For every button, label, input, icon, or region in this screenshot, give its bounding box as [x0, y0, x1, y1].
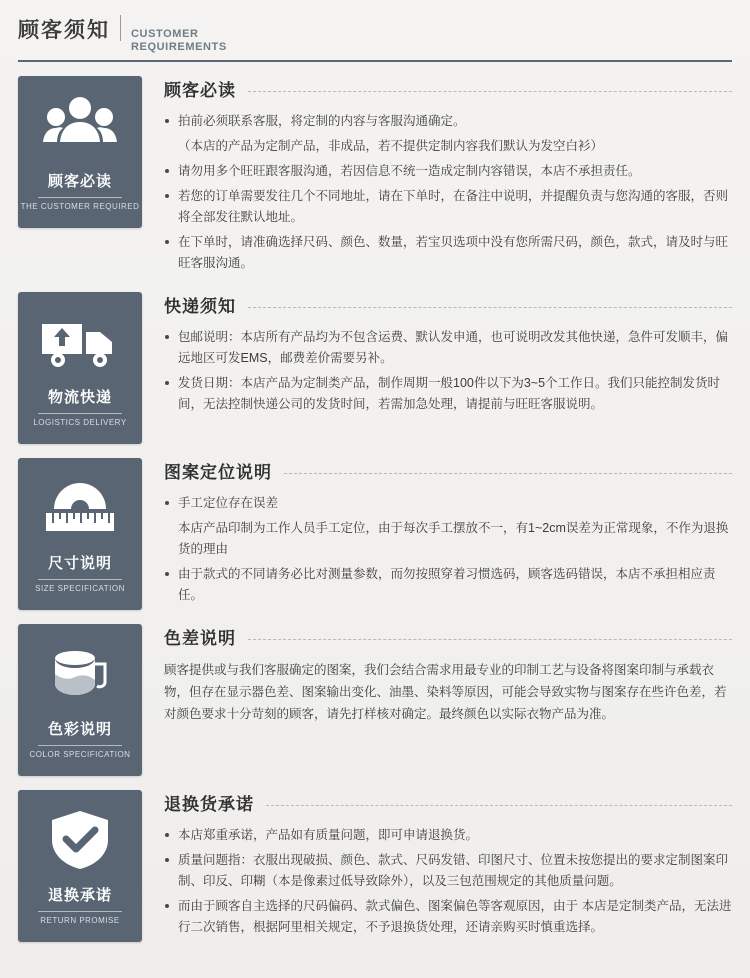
list-item [164, 850, 732, 892]
title-dotted-rule [284, 473, 732, 474]
section-item-list [164, 493, 732, 606]
badge-label-en: COLOR SPECIFICATION [29, 750, 131, 759]
bullet-dot [165, 833, 169, 837]
section-paragraph: 顾客提供或与我们客服确定的图案，我们会结合需求用最专业的印制工艺与设备将图案印制与承载衣物，但存在显示器色差、图案输出变化、油墨、染料等原因，可能会导致实物与图案存在些许色差，若对颜色要求十分苛刻的顾客，请先打样核对确定。最终颜色以实际衣物产品为准。 [164, 663, 727, 721]
badge-customer-required [18, 76, 142, 228]
paint-bucket-icon [18, 624, 142, 716]
badge-label-cn: 色彩说明 [47, 721, 112, 738]
section-title-row [164, 458, 732, 483]
badge-label-cn: 尺寸说明 [47, 555, 112, 572]
badge-label-en: THE CUSTOMER REQUIRED [20, 202, 140, 211]
title-dotted-rule [248, 639, 732, 640]
badge-size-specification [18, 458, 142, 610]
list-item-text: 本店郑重承诺，产品如有质量问题，即可申请退换货。 [178, 828, 479, 842]
delivery-truck-icon [18, 292, 142, 384]
list-item-text: 本店产品印制为工作人员手工定位，由于每次手工摆放不一，有1~2cm误差为正常现象，不作为退换货的理由 [178, 521, 729, 556]
bullet-dot [165, 335, 169, 339]
list-item-text: 发货日期：本店产品为定制类产品，制作周期一般100件以下为3~5个工作日。我们只能控制发货时间，无法控制快递公司的发货时间，若需加急处理，请提前与旺旺客服说明。 [178, 376, 721, 411]
badge-label-en: SIZE SPECIFICATION [35, 584, 125, 593]
section-title: 退换货承诺 [164, 795, 254, 814]
section-item-list [164, 825, 732, 938]
list-item-text: 拍前必须联系客服，将定制的内容与客服沟通确定。 [178, 114, 466, 128]
badge-color-specification [18, 624, 142, 776]
section-color-specification [0, 610, 750, 776]
page-title-en-line2: REQUIREMENTS [131, 41, 227, 53]
section-title-row [164, 76, 732, 101]
ruler-protractor-icon [18, 458, 142, 550]
badge-label-en: LOGISTICS DELIVERY [33, 418, 127, 427]
title-dotted-rule [266, 805, 732, 806]
bullet-dot [165, 501, 169, 505]
badge-return-promise [18, 790, 142, 942]
section-item-list [164, 327, 732, 415]
section-title: 色差说明 [164, 629, 236, 648]
title-dotted-rule [248, 91, 732, 92]
section-body [142, 292, 732, 444]
list-item [164, 327, 732, 369]
badge-label-cn: 退换承诺 [47, 887, 112, 904]
list-item-text: 由于款式的不同请务必比对测量参数，而勿按照穿着习惯选码，顾客选码错误，本店不承担相应责任。 [178, 567, 716, 602]
list-item [164, 896, 732, 938]
section-title: 顾客必读 [164, 81, 236, 100]
list-item [164, 518, 732, 560]
list-item [164, 232, 732, 274]
list-item [164, 136, 732, 157]
badge-label-en: RETURN PROMISE [40, 916, 120, 925]
badge-logistics-delivery [18, 292, 142, 444]
badge-rule [38, 911, 122, 912]
bullet-dot [165, 858, 169, 862]
bullet-dot [165, 194, 169, 198]
bullet-dot [165, 381, 169, 385]
bullet-dot [165, 240, 169, 244]
list-item-text: 若您的订单需要发往几个不同地址，请在下单时，在备注中说明，并提醒负责与您沟通的客服，否则将全部发往默认地址。 [178, 189, 729, 224]
section-title-row [164, 624, 732, 649]
section-body [142, 458, 732, 610]
section-title: 图案定位说明 [164, 463, 272, 482]
section-body [142, 790, 732, 942]
section-body [142, 76, 732, 278]
list-item-text: 质量问题指：衣服出现破损、颜色、款式、尺码发错、印图尺寸、位置未按您提出的要求定制图案印制、印反、印糊（本是像素过低导致除外），以及三包范围规定的其他质量问题。 [178, 853, 729, 888]
list-item-text: 在下单时，请准确选择尺码、颜色、数量，若宝贝选项中没有您所需尺码，颜色，款式，请及时与旺旺客服沟通。 [178, 235, 729, 270]
bullet-dot [165, 572, 169, 576]
list-item-text: 而由于顾客自主选择的尺码偏码、款式偏色、图案偏色等客观原因，由于 本店是定制类产品，无法进行二次销售，根据阿里相关规定，不予退换货处理，还请亲购买时慎重选择。 [178, 899, 732, 934]
badge-rule [38, 745, 122, 746]
page-title-en [131, 28, 227, 54]
list-item [164, 564, 732, 606]
section-title-row [164, 292, 732, 317]
bullet-dot [165, 904, 169, 908]
badge-rule [38, 413, 122, 414]
page-title: 顾客须知 [18, 19, 110, 42]
list-item-text: 包邮说明：本店所有产品均为不包含运费、默认发申通，也可说明改发其他快递，急件可发顺丰，偏远地区可发EMS，邮费差价需要另补。 [178, 330, 729, 365]
header-title-group [18, 11, 227, 62]
list-item-text: 请勿用多个旺旺跟客服沟通，若因信息不统一造成定制内容错误，本店不承担责任。 [178, 164, 641, 178]
page-header [0, 0, 750, 62]
section-size-specification [0, 444, 750, 610]
badge-rule [38, 197, 122, 198]
badge-rule [38, 579, 122, 580]
section-item-list [164, 111, 732, 274]
title-dotted-rule [248, 307, 732, 308]
header-divider [120, 15, 121, 41]
badge-label-cn: 顾客必读 [47, 173, 112, 190]
page-title-en-line1: CUSTOMER [131, 28, 199, 40]
list-item [164, 825, 732, 846]
shield-check-icon [18, 790, 142, 882]
section-title-row [164, 790, 732, 815]
section-title: 快递须知 [164, 297, 236, 316]
section-body [142, 624, 732, 776]
list-item [164, 161, 732, 182]
section-return-promise [0, 776, 750, 942]
badge-label-cn: 物流快递 [47, 389, 112, 406]
section-logistics-delivery [0, 278, 750, 444]
list-item [164, 373, 732, 415]
header-rule [18, 60, 732, 62]
list-item-text: 手工定位存在误差 [178, 496, 279, 510]
list-item-text: （本店的产品为定制产品，非成品，若不提供定制内容我们默认为发空白衫） [178, 139, 604, 153]
list-item [164, 186, 732, 228]
bullet-dot [165, 119, 169, 123]
bullet-dot [165, 169, 169, 173]
list-item [164, 493, 732, 514]
list-item [164, 111, 732, 132]
customers-group-icon [18, 76, 142, 168]
section-customer-required [0, 62, 750, 278]
